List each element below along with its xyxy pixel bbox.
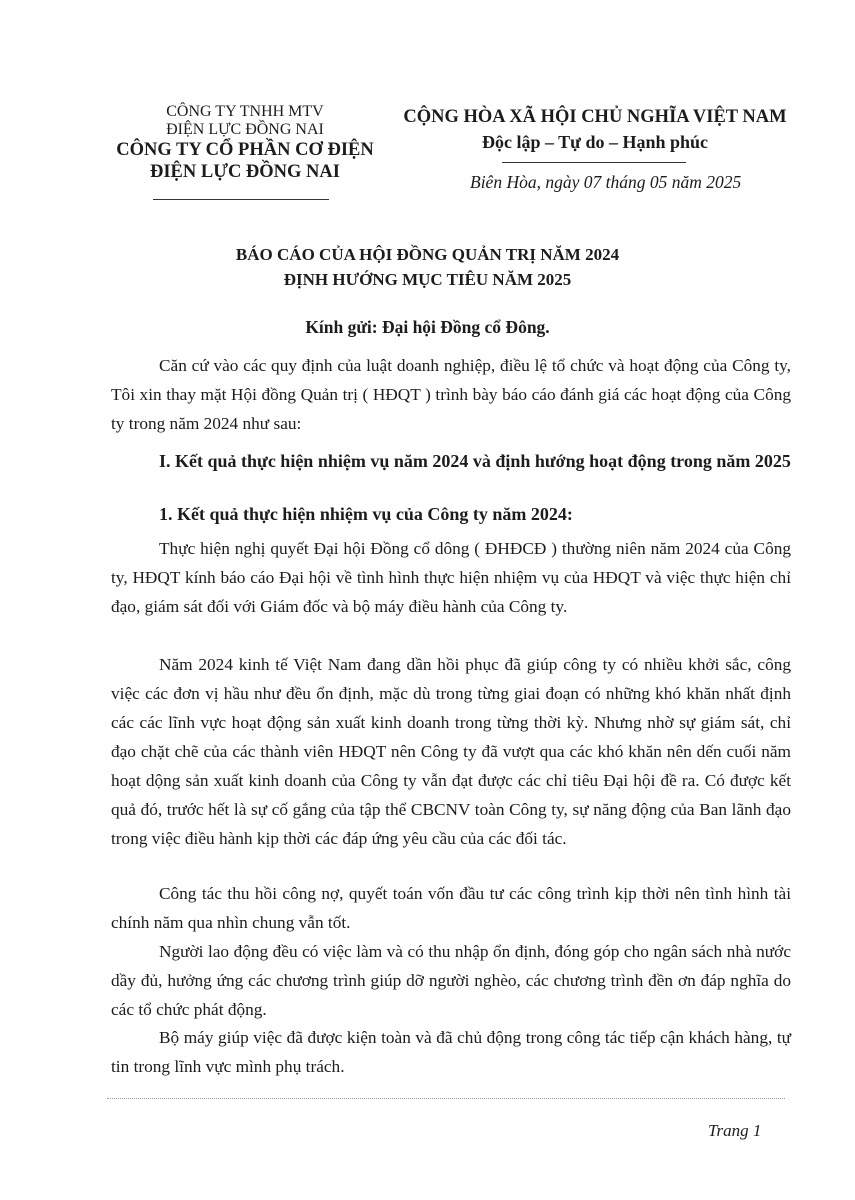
paragraph-3: Công tác thu hồi công nợ, quyết toán vốn đầu tư các công trình kịp thời nên tình hình tài chính năm qua nhìn chung vẫn tốt. bbox=[111, 884, 791, 932]
parent-company-line1: CÔNG TY TNHH MTV bbox=[166, 103, 324, 120]
footer-divider bbox=[107, 1098, 785, 1099]
section-heading: I. Kết quả thực hiện nhiệm vụ năm 2024 và định hướng hoạt động trong năm 2025 bbox=[159, 451, 791, 471]
national-motto: Độc lập – Tự do – Hạnh phúc bbox=[481, 132, 709, 152]
national-title: CỘNG HÒA XÃ HỘI CHỦ NGHĨA VIỆT NAM bbox=[403, 107, 787, 127]
subsection-heading: 1. Kết quả thực hiện nhiệm vụ của Công ty năm 2024: bbox=[159, 504, 573, 524]
document-title-line2: ĐỊNH HƯỚNG MỤC TIÊU NĂM 2025 bbox=[283, 270, 572, 289]
paragraph-4: Người lao động đều có việc làm và có thu nhập ổn định, đóng góp cho ngân sách nhà nước dầy đủ, hưởng ứng các chương trình giúp dỡ người nghèo, các chương trình đền ơn đáp nghĩa do các tổ chức phát động. bbox=[111, 942, 791, 1019]
paragraph-1: Thực hiện nghị quyết Đại hội Đồng cổ dông ( ĐHĐCĐ ) thường niên năm 2024 của Công ty, HĐQT kính báo cáo Đại hội về tình hình thực hiện nhiệm vụ của HĐQT và việc thực hiện chỉ đạo, giám sát đối với Giám đốc và bộ máy điều hành của Công ty. bbox=[111, 539, 791, 616]
issuer-underline bbox=[153, 199, 329, 200]
intro-paragraph: Căn cứ vào các quy định của luật doanh nghiệp, điều lệ tổ chức và hoạt động của Công ty, Tôi xin thay mặt Hội đồng Quản trị ( HĐQT ) trình bày báo cáo đánh giá các hoạt động của Công ty trong năm 2024 như sau: bbox=[111, 356, 791, 433]
document-title-line1: BÁO CÁO CỦA HỘI ĐỒNG QUẢN TRỊ NĂM 2024 bbox=[235, 245, 620, 264]
parent-company-line2: ĐIỆN LỰC ĐỒNG NAI bbox=[166, 121, 324, 138]
national-motto-block bbox=[380, 104, 810, 154]
motto-underline bbox=[502, 162, 686, 163]
issuer-block bbox=[95, 103, 395, 183]
place-date-line: Biên Hòa, ngày 07 tháng 05 năm 2025 bbox=[470, 172, 742, 192]
paragraph-5: Bộ máy giúp việc đã được kiện toàn và đã chủ động trong công tác tiếp cận khách hàng, tự tin trong lĩnh vực mình phụ trách. bbox=[111, 1028, 791, 1076]
page-number: Trang 1 bbox=[708, 1121, 762, 1140]
company-name-line2: ĐIỆN LỰC ĐỒNG NAI bbox=[150, 162, 340, 182]
paragraph-2: Năm 2024 kinh tế Việt Nam đang dần hồi phục đã giúp công ty có nhiều khởi sắc, công việc các đơn vị hầu như đều ổn định, mặc dù trong từng giai đoạn có những khó khăn nhất định các các lĩnh vực hoạt động sản xuất kinh doanh trong từng thời kỳ. Nhưng nhờ sự giám sát, chỉ đạo chặt chẽ của các thành viên HĐQT nên Công ty đã vượt qua các khó khăn nên dến cuối năm hoạt dộng sản xuất kinh doanh của Công ty vẫn đạt được các chỉ tiêu Đại hội đề ra. Có được kết quả đó, trước hết là sự cố gắng của tập thể CBCNV toàn Công ty, sự năng động của Ban lãnh đạo trong việc điều hành kịp thời các đáp ứng yêu cầu của các đối tác. bbox=[111, 655, 791, 848]
company-name-line1: CÔNG TY CỔ PHẦN CƠ ĐIỆN bbox=[116, 140, 374, 160]
salutation: Kính gửi: Đại hội Đồng cổ Đông. bbox=[305, 317, 550, 337]
